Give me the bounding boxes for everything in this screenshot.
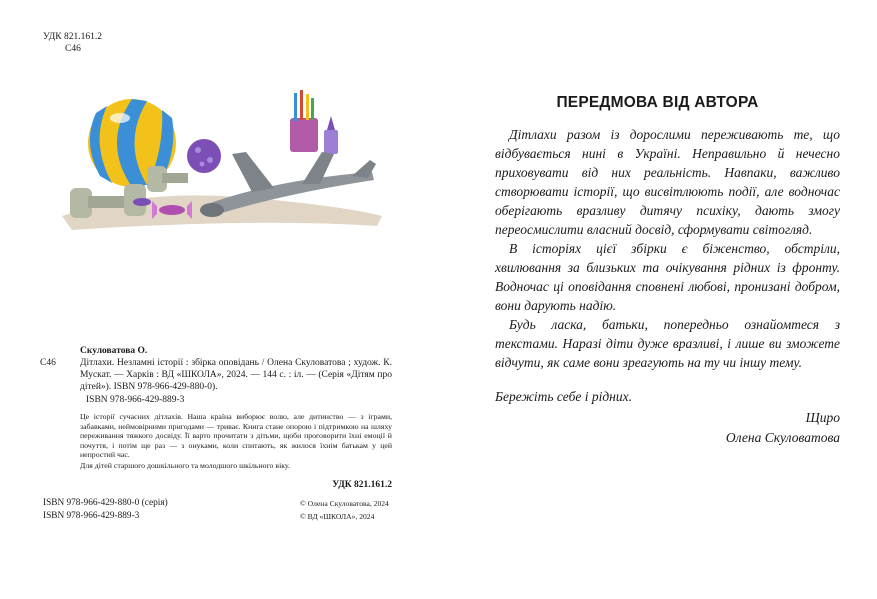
pencil-cup-icon (290, 90, 318, 152)
isbn-series: ISBN 978-966-429-880-0 (серія) (43, 498, 168, 508)
preface-paragraph: В історіях цієї збірки є біженство, обстріли, хвилювання за близьких та очікування рідних із фронту. Водночас ці оповідання сповнені любові, пронизані добром, вони дарують надію. (495, 241, 840, 313)
isbn-book: ISBN 978-966-429-889-3 (43, 511, 140, 521)
signature-name: Олена Скуловатова (725, 430, 840, 445)
class-code: С46 (65, 44, 81, 54)
preface-farewell: Бережіть себе і рідних. (495, 389, 632, 404)
author-heading: Скуловатова О. (80, 346, 148, 356)
annotation (80, 412, 392, 471)
copyright-block (300, 497, 389, 523)
udk-bottom: УДК 821.161.2 (332, 480, 392, 490)
signature-word: Щиро (805, 410, 840, 425)
preface-body (495, 125, 840, 372)
audience-text: Для дітей старшого дошкільного та молодшого шкільного віку. (80, 460, 290, 470)
catalog-record (40, 345, 392, 406)
preface-title: ПЕРЕДМОВА ВІД АВТОРА (556, 94, 759, 111)
left-page (0, 0, 438, 599)
right-page (438, 0, 877, 599)
preface-signature (726, 408, 840, 448)
catalog-code: С46 (40, 358, 56, 368)
annotation-text: Це історії сучасних дітлахів. Наша країна виборює волю, але дитинство — з іграми, забавками, неймовірними пригодами — триває. Книга стане опорою і підтримкою на шляху переживання тяжкого досвіду. Її варто прочитати з дітьми, щоби проговорити їхні емоції й почуття, і потім ще раз — з онуками, коли спитають, як жилося їхнім батькам у цей непростий час. (80, 412, 392, 460)
copyright-author: © Олена Скуловатова, 2024 (300, 499, 389, 508)
udk-top-code: УДК 821.161.2 (43, 32, 102, 42)
catalog-description: Дітлахи. Незламні історії : збірка оповідань / Олена Скуловатова ; худож. К. Мускат. — Харків : ВД «ШКОЛА», 2024. — 144 с. : іл. — (Серія «Дітям про дітей»). ISBN 978-966-429-880-0). (80, 358, 392, 392)
udk-top (43, 31, 102, 55)
preface-paragraph: Будь ласка, батьки, попередньо ознайомтеся з текстами. Наразі діти дуже вразливі, і лише ви зможете відчути, як саме вони зреагують на ту чи іншу тему. (495, 317, 840, 370)
toys-illustration (52, 88, 392, 238)
isbn-block (43, 497, 168, 523)
preface-paragraph: Дітлахи разом із дорослими переживають те, що відбувається нині в Україні. Неправильно й нечесно приховувати від них реальність. Навпаки, важливо створювати історії, що висвітлюють події, але водночас оберігають вразливу дитячу психіку, дають змогу переосмислити власний досвід, сформувати світогляд. (495, 127, 840, 237)
catalog-isbn: ISBN 978-966-429-889-3 (86, 395, 185, 405)
glue-bottle-icon (324, 116, 338, 154)
spiky-ball-icon (187, 139, 221, 173)
copyright-publisher: © ВД «ШКОЛА», 2024 (300, 512, 375, 521)
